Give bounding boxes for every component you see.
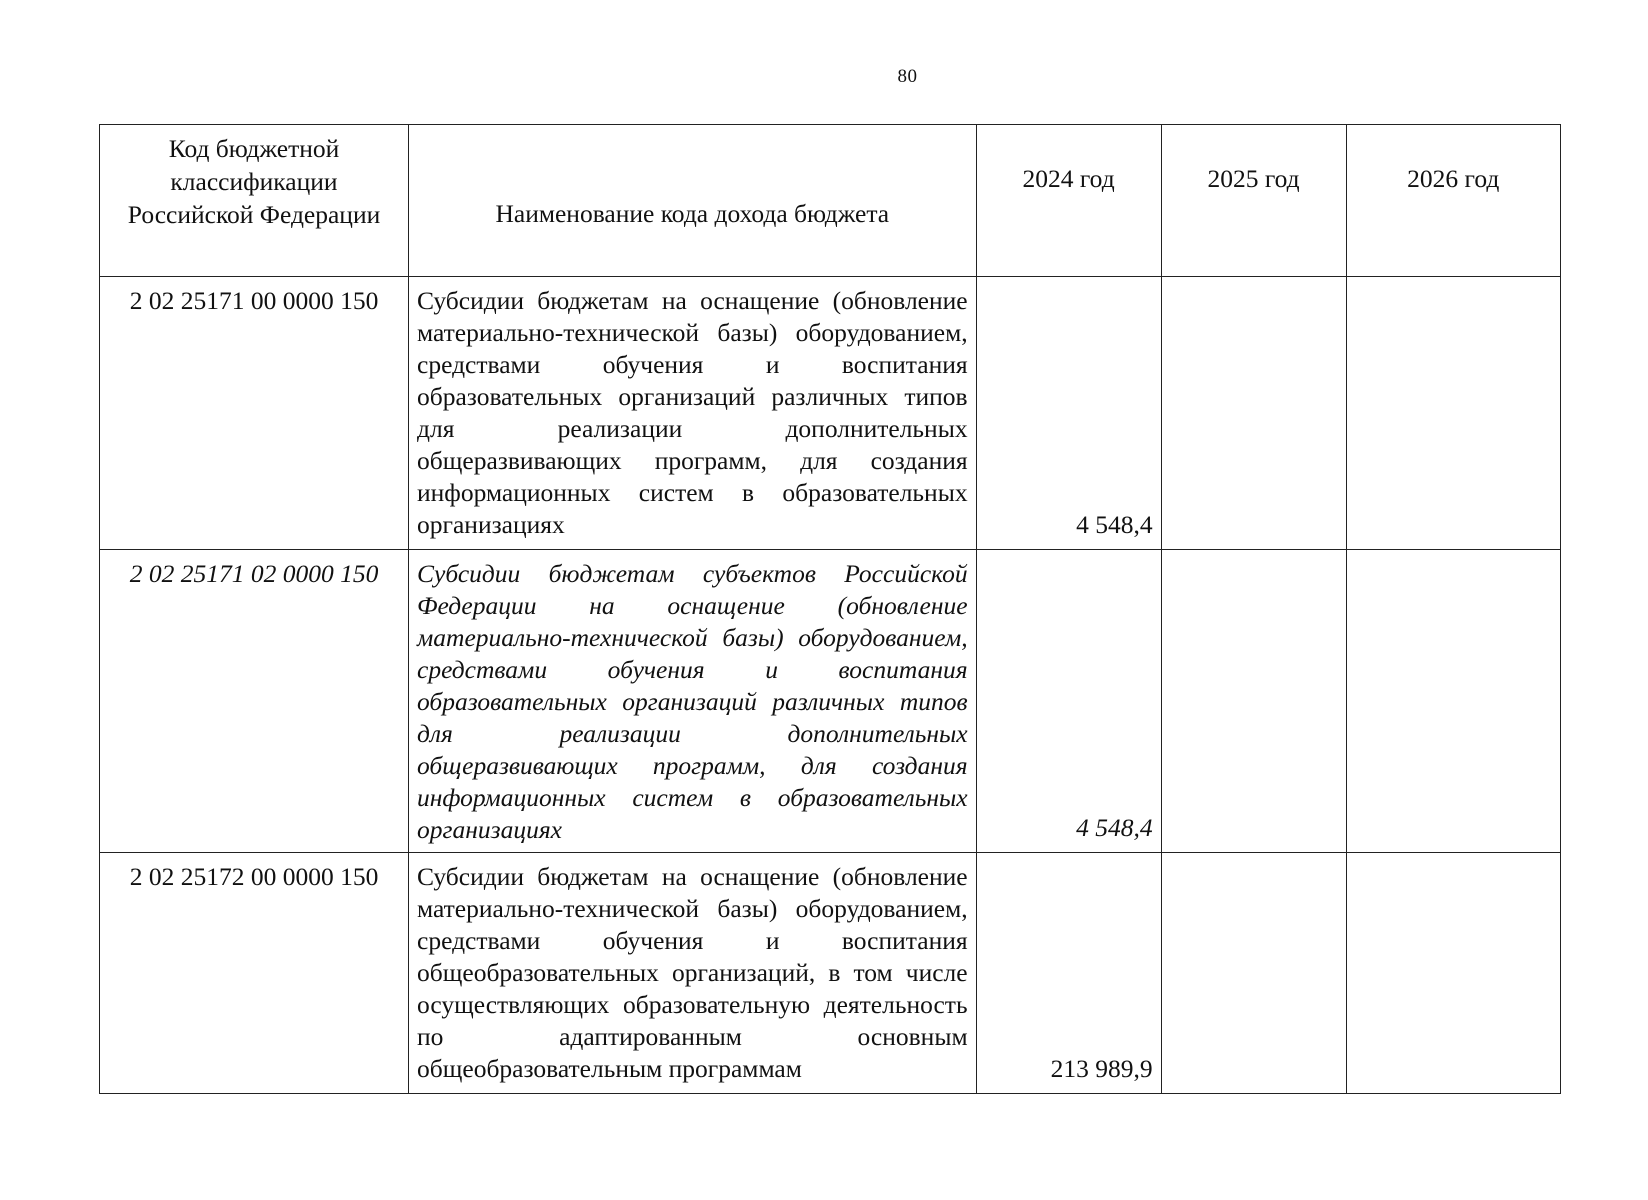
- header-budget-code: Код бюджетной классификации Российской Федерации: [100, 125, 409, 277]
- table-header-row: [100, 125, 1561, 277]
- header-year-2025: 2025 год: [1161, 125, 1346, 277]
- amount-2024-cell: 213 989,9: [976, 853, 1161, 1094]
- budget-code-cell: 2 02 25171 02 0000 150: [100, 550, 409, 853]
- income-name-cell: Субсидии бюджетам субъектов Российской Федерации на оснащение (обновление материально-технической базы) оборудованием, средствами обучения и воспитания образовательных организаций различных типов для реализации дополнительных общеразвивающих программ, для создания информационных систем в образовательных организациях: [409, 550, 977, 853]
- budget-income-table: [99, 124, 1561, 1094]
- amount-2025-cell: [1161, 853, 1346, 1094]
- amount-2025-cell: [1161, 277, 1346, 550]
- header-year-2026: 2026 год: [1346, 125, 1560, 277]
- table-row: [100, 277, 1561, 550]
- table-row: [100, 550, 1561, 853]
- budget-code-cell: 2 02 25172 00 0000 150: [100, 853, 409, 1094]
- header-income-name: Наименование кода дохода бюджета: [409, 125, 977, 277]
- amount-2024-cell: 4 548,4: [976, 550, 1161, 853]
- table-row: [100, 853, 1561, 1094]
- budget-code-cell: 2 02 25171 00 0000 150: [100, 277, 409, 550]
- amount-2026-cell: [1346, 853, 1560, 1094]
- page-number: 80: [897, 66, 918, 87]
- amount-2025-cell: [1161, 550, 1346, 853]
- amount-2026-cell: [1346, 277, 1560, 550]
- income-name-cell: Субсидии бюджетам на оснащение (обновление материально-технической базы) оборудованием, средствами обучения и воспитания образовательных организаций различных типов для реализации дополнительных общеразвивающих программ, для создания информационных систем в образовательных организациях: [409, 277, 977, 550]
- header-year-2024: 2024 год: [976, 125, 1161, 277]
- income-name-cell: Субсидии бюджетам на оснащение (обновление материально-технической базы) оборудованием, средствами обучения и воспитания общеобразовательных организаций, в том числе осуществляющих образовательную деятельность по адаптированным основным общеобразовательным программам: [409, 853, 977, 1094]
- amount-2026-cell: [1346, 550, 1560, 853]
- amount-2024-cell: 4 548,4: [976, 277, 1161, 550]
